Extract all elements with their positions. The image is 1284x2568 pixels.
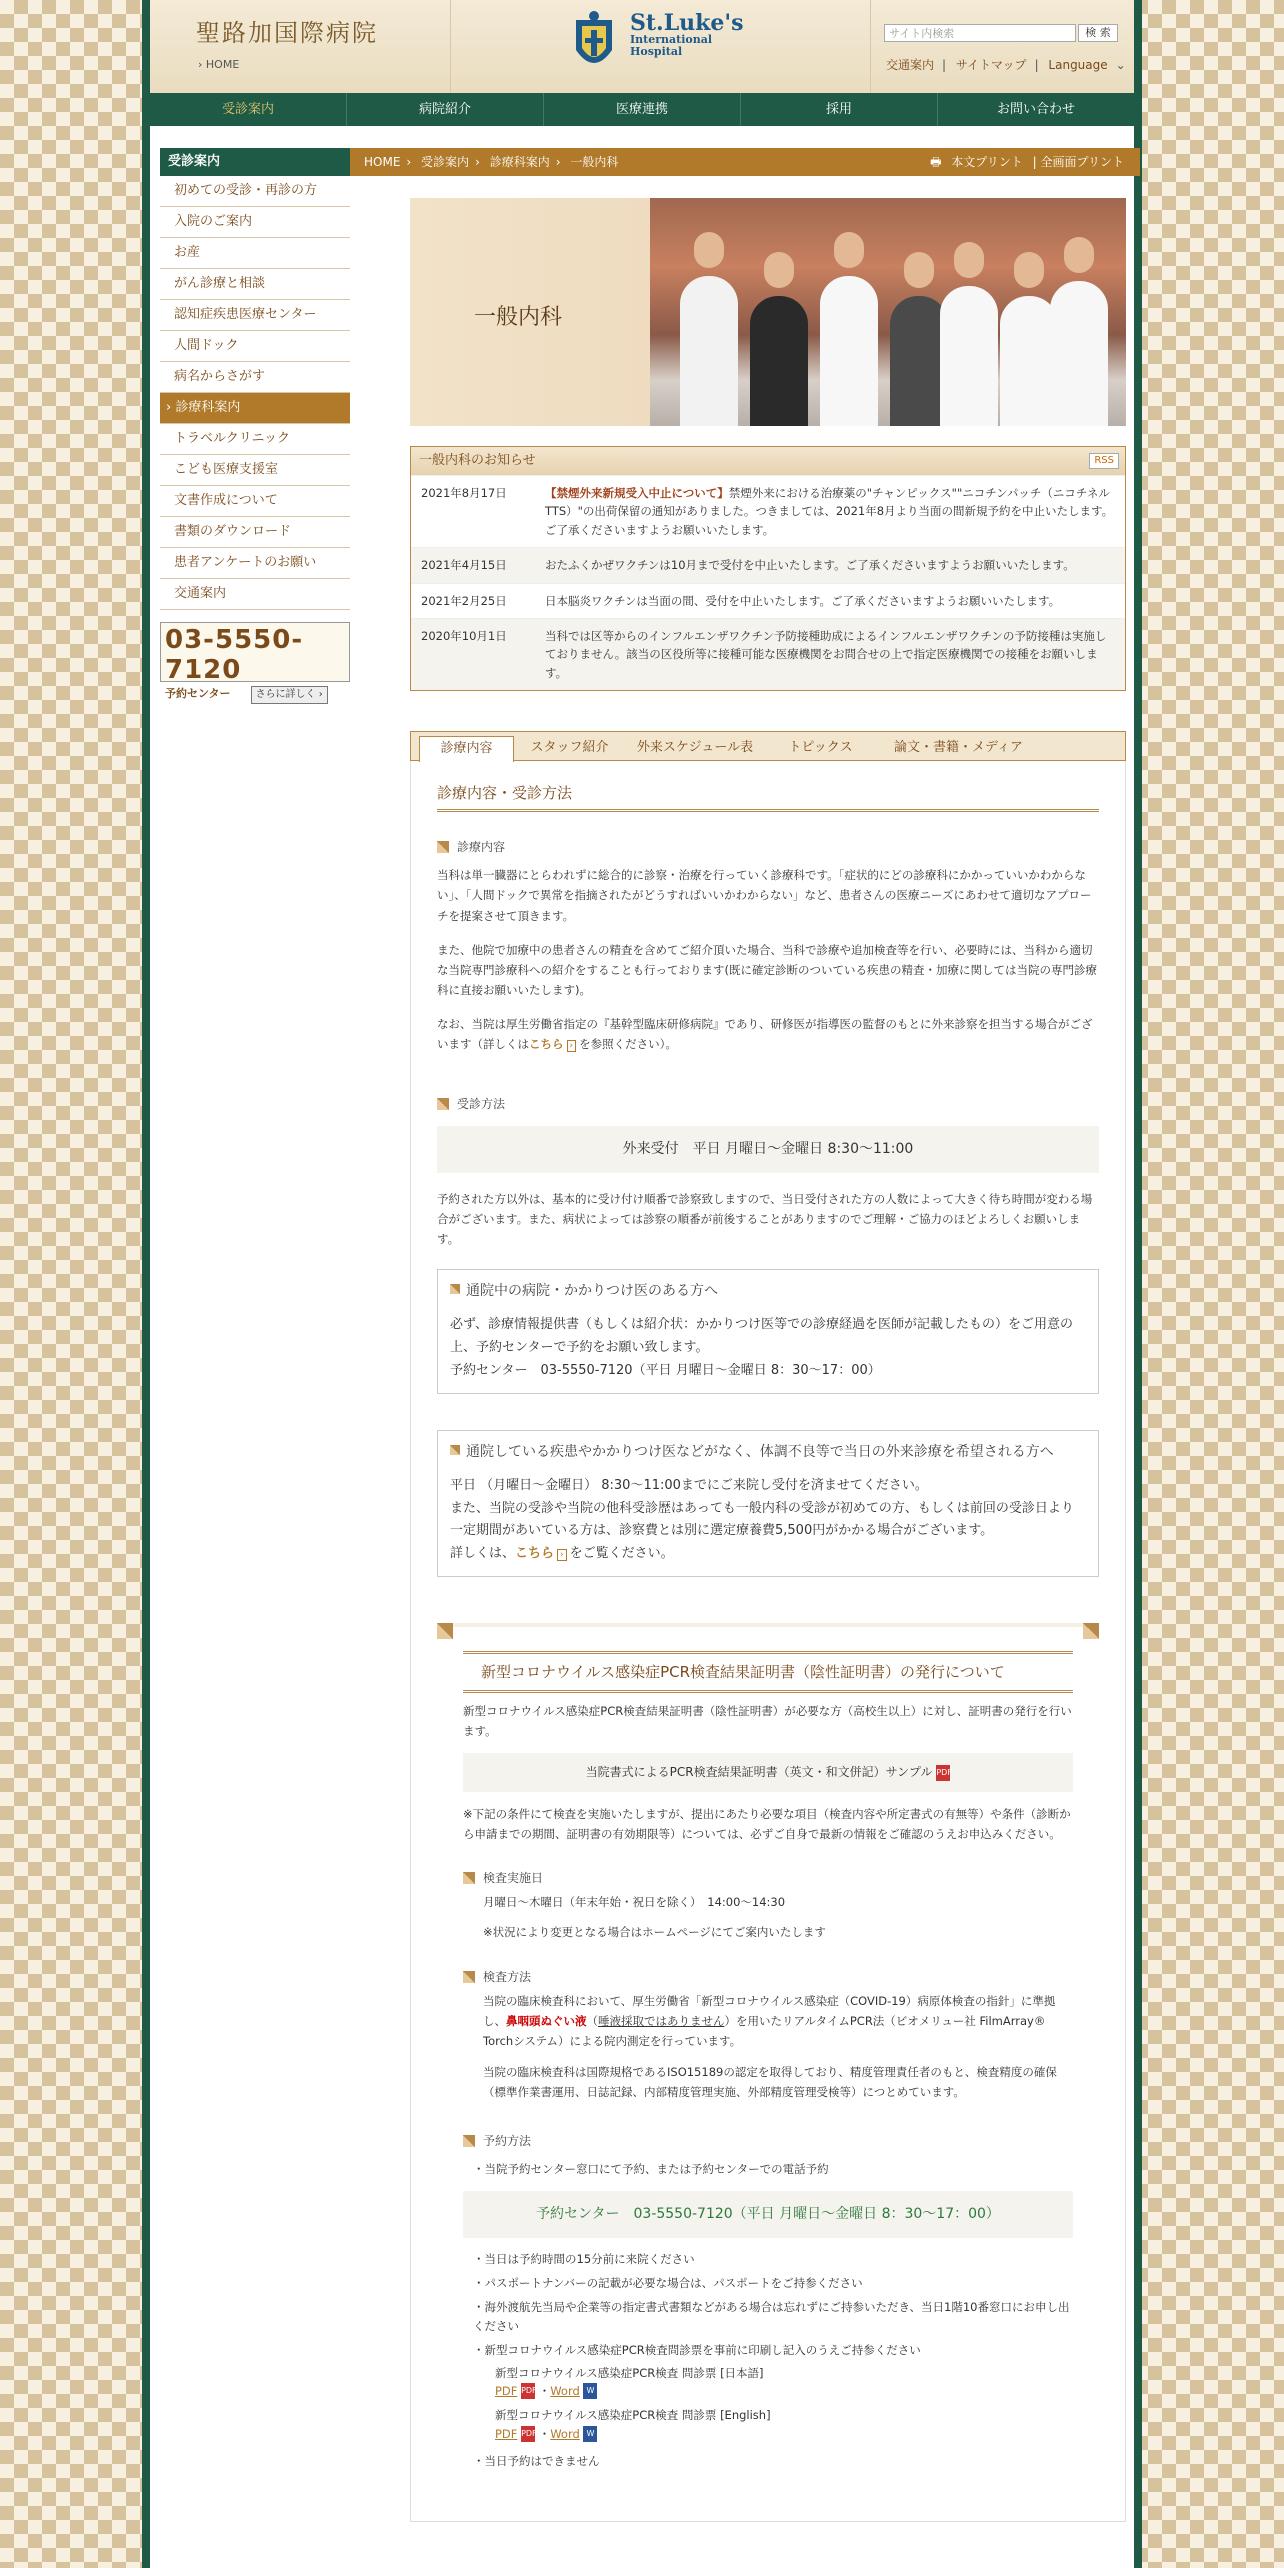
pdf-link[interactable]: PDF (495, 2426, 518, 2441)
sitemap-link[interactable]: サイトマップ (955, 58, 1027, 72)
gnav-cooperation[interactable]: 医療連携 (544, 93, 741, 126)
info-text: また、当院の受診や当院の他科受診歴はあっても一般内科の受診が初めての方、もしくは前回の受診日より一定期間があいている方は、診察費とは別に選定療養費5,500円がかかる場合がございます。 (450, 1500, 1074, 1539)
form-ja (495, 2364, 1073, 2401)
list-item: ・パスポートナンバーの記載が必要な場合は、パスポートをご持参ください (473, 2275, 863, 2290)
sidebar-item[interactable]: 書類のダウンロード (160, 517, 350, 548)
reservation-center-box: 予約センター 03-5550-7120（平日 月曜日〜金曜日 8：30〜17：00） (463, 2191, 1073, 2237)
tab-content (410, 761, 1126, 2522)
word-link[interactable]: Word (550, 2383, 580, 2398)
sidebar-item[interactable]: 交通案内 (160, 579, 350, 610)
paragraph: 新型コロナウイルス感染症PCR検査結果証明書（陰性証明書）が必要な方（高校生以上）に対し、証明書の発行を行います。 (463, 1703, 1072, 1739)
info-phone: 予約センター 03-5550-7120（平日 月曜日〜金曜日 8：30〜17：00） (450, 1362, 881, 1378)
pdf-icon: PDF (521, 2426, 535, 2442)
paragraph (463, 1991, 1073, 2051)
sidebar (160, 148, 350, 700)
tab-papers[interactable]: 論文・書籍・メディア (894, 740, 1023, 756)
news-body: 禁煙外来における治療薬の"チャンピックス""ニコチンパッチ（ニコチネルTTS）"の出荷保留の通知がありました。つきましては、2021年8月より当面の間新規予約を中止いたします。ご了承くださいますようお願いいたします。 (545, 486, 1114, 537)
paragraph: ※下記の条件にて検査を実施いたしますが、提出にあたり必要な項目（検査内容や所定書式の有無等）や条件（診断から申請までの期間、証明書の有効期限等）については、必ずご自身で最新の情報をご確認のうえお申込みください。 (463, 1807, 1071, 1842)
sidebar-item[interactable]: 患者アンケートのお願い (160, 548, 350, 579)
info-box-title: 通院中の病院・かかりつけ医のある方へ (450, 1280, 1086, 1302)
red-text: 鼻咽頭ぬぐい液 (506, 2014, 587, 2029)
info-text: 必ず、診療情報提供書（もしくは紹介状：かかりつけ医等での診療経過を医師が記載したもの）をご用意の上、予約センターで予約をお願い致します。 (450, 1317, 1073, 1356)
info-text: 平日 （月曜日〜金曜日） 8:30〜11:00までにご来院し受付を済ませてください。 (450, 1477, 928, 1493)
reservation-label (165, 685, 345, 704)
sidebar-item-active[interactable]: › 診療科案内 (160, 393, 350, 424)
paragraph: また、他院で加療中の患者さんの精査を含めてご紹介頂いた場合、当科で診療や追加検査等を行い、必要時には、当科から適切な当院専門診療科への紹介をすることも行っております(既に確定診断のついている疾患の精査・加療に関しては当院の専門診療科に直接お願いいたします)。 (437, 942, 1097, 997)
info-text-part: 詳しくは、 (450, 1546, 516, 1562)
print-all-link[interactable]: 全画面プリント (1040, 155, 1124, 169)
staff-figure (820, 276, 878, 426)
paragraph: 当院の臨床検査科は国際規格であるISO15189の認定を取得しており、精度管理責任者のもと、検査精度の確保（標準作業書運用、日誌記録、内部精度管理実施、外部精度管理受検等）につとめています。 (483, 2064, 1057, 2099)
word-link[interactable]: Word (550, 2426, 580, 2441)
info-text (450, 1543, 1086, 1566)
tab-staff[interactable]: スタッフ紹介 (530, 740, 609, 756)
news-row (411, 475, 1125, 547)
paragraph: 月曜日～木曜日（年末年始・祝日を除く） 14:00～14:30 (483, 1894, 786, 1909)
news-date: 2020年10月1日 (421, 628, 507, 643)
gnav-contact[interactable]: お問い合わせ (996, 102, 1075, 117)
language-link[interactable]: Language (1048, 58, 1108, 72)
hospital-logo-text[interactable]: 聖路加国際病院 (196, 19, 378, 47)
info-box-title: 通院している疾患やかかりつけ医などがなく、体調不良等で当日の外来診療を希望される方へ (450, 1441, 1086, 1463)
pcr-notes-list (463, 2250, 1073, 2360)
header-divider (870, 0, 871, 93)
rss-button[interactable]: RSS (1089, 453, 1119, 469)
here-link[interactable]: こちら (515, 1546, 555, 1562)
sidebar-item[interactable]: こども医療支援室 (160, 455, 350, 486)
pdf-link[interactable]: PDF (495, 2383, 518, 2398)
brand-line3: Hospital (630, 45, 683, 58)
paragraph: 当科は単一臓器にとらわれずに総合的に診察・治療を行っていく診療科です。「症状的にどの診療科にかかっていいかわからない」、「人間ドックで異常を指摘されたがどうすればいいかわからない」など、患者さんの医療ニーズにあわせて適切なアプローチを提案させて頂きます。 (437, 868, 1092, 923)
paragraph-text: （ (586, 2014, 598, 2029)
info-box-referral (437, 1269, 1099, 1394)
sample-label: 当院書式によるPCR検査結果証明書（英文・和文併記）サンプル (585, 1765, 933, 1780)
underlined-text: 唾液採取ではありません (598, 2014, 725, 2029)
paragraph: ※状況により変更となる場合はホームページにてご案内いたします (483, 1924, 826, 1939)
reception-hours: 外来受付 平日 月曜日〜金曜日 8:30〜11:00 (437, 1126, 1099, 1172)
main-content (410, 198, 1126, 2522)
brand-name: St.Luke's (630, 10, 744, 36)
tab-schedule[interactable]: 外来スケジュール表 (636, 740, 754, 756)
site-header (150, 0, 1134, 93)
paragraph: ・当院予約センター窓口にて予約、または予約センターでの電話予約 (473, 2162, 829, 2177)
tab-overview[interactable]: 診療内容 (419, 736, 514, 762)
list-item: ・新型コロナウイルス感染症PCR検査問診票を事前に印刷し記入のうえご持参ください (473, 2343, 921, 2358)
gnav-about[interactable]: 病院紹介 (347, 93, 544, 126)
page-title: 一般内科 (474, 305, 563, 330)
print-body-link[interactable]: 本文プリント (951, 155, 1023, 169)
header-links: 交通案内 | サイトマップ | Language ⌄ (886, 58, 1126, 72)
crumb-home[interactable]: HOME (364, 155, 401, 169)
list-item: ・海外渡航先当局や企業等の指定書式書類などがある場合は忘れずにご持参いただき、当日1階10番窓口にお申し出ください (473, 2300, 1070, 2333)
sidebar-item-label: 診療科案内 (175, 400, 241, 415)
home-link[interactable]: › HOME (198, 58, 240, 71)
sidebar-item[interactable]: 認知症疾患医療センター (160, 300, 350, 331)
sidebar-title: 受診案内 (160, 148, 350, 176)
news-row (411, 618, 1125, 690)
content-tabs (410, 731, 1126, 761)
reservation-phone: 03-5550-7120 (165, 625, 304, 685)
sidebar-item[interactable]: 人間ドック (160, 331, 350, 362)
search-input[interactable]: サイト内検索 (884, 24, 1076, 42)
here-link[interactable]: こちら (529, 1037, 564, 1052)
news-row (411, 583, 1125, 618)
word-icon: W (583, 2383, 597, 2399)
news-panel (410, 446, 1126, 691)
breadcrumb: HOME › 受診案内 › 診療科案内 › 一般内科 🖶 本文プリント | 全画面プリント (350, 148, 1140, 176)
hero-banner (410, 198, 1126, 426)
print-links: 🖶 本文プリント | 全画面プリント (930, 155, 1124, 169)
pcr-section (437, 1623, 1099, 2491)
access-link[interactable]: 交通案内 (886, 58, 935, 72)
sub-heading: 検査実施日 (463, 1869, 1073, 1888)
sidebar-item[interactable]: 初めての受診・再診の方 (160, 176, 350, 207)
news-date: 2021年4月15日 (421, 558, 507, 573)
section-title: 診療内容・受診方法 (437, 781, 1099, 812)
sidebar-item[interactable]: 文書作成について (160, 486, 350, 517)
home-link-label: HOME (205, 58, 240, 71)
news-title-text: 一般内科のお知らせ (419, 453, 536, 468)
staff-figure (1050, 281, 1108, 426)
sub-heading: 診療内容 (437, 838, 1099, 857)
form-title: 新型コロナウイルス感染症PCR検査 問診票 [日本語] (495, 2365, 764, 2380)
brand-logo[interactable] (630, 12, 744, 58)
more-label: さらに詳しく (255, 689, 316, 700)
crumb-current: 一般内科 (570, 155, 619, 169)
pcr-sample-link[interactable] (463, 1753, 1073, 1792)
crumb-consultation[interactable]: 受診案内 (421, 155, 470, 169)
info-text-part: をご覧ください。 (569, 1546, 674, 1562)
sub-heading: 検査方法 (463, 1968, 1073, 1987)
pcr-title: 新型コロナウイルス感染症PCR検査結果証明書（陰性証明書）の発行について (463, 1651, 1073, 1693)
hospital-emblem-icon (572, 10, 616, 80)
pdf-icon: PDF (521, 2383, 535, 2399)
info-box-body (450, 1475, 1086, 1566)
paragraph-text: なお、当院は厚生労働省指定の『基幹型臨床研修病院』であり、研修医が指導医の監督のもとに外来診察を担当する場合がございます（詳しくは (437, 1017, 1093, 1052)
pdf-icon: PDF (936, 1765, 950, 1781)
sidebar-item[interactable]: がん診療と相談 (160, 269, 350, 300)
news-date: 2021年8月17日 (421, 486, 507, 500)
global-nav (150, 93, 1134, 126)
crumb-departments[interactable]: 診療科案内 (489, 155, 550, 169)
header-divider (450, 0, 451, 93)
paragraph-text: を参照ください）。 (579, 1037, 677, 1052)
sidebar-item[interactable]: 入院のご案内 (160, 207, 350, 238)
staff-figure (750, 296, 808, 426)
arrow-icon: › (557, 1549, 567, 1561)
form-en (495, 2406, 1073, 2443)
sidebar-item[interactable]: お産 (160, 238, 350, 269)
news-text: おたふくかぜワクチンは10月まで受付を中止いたします。ご了承くださいますようお願いいたします。 (545, 558, 1075, 573)
search-button[interactable]: 検 索 (1078, 24, 1118, 42)
news-highlight: 【禁煙外来新規受入中止について】 (545, 486, 729, 500)
list-item: ・当日は予約時間の15分前に来院ください (473, 2251, 695, 2266)
brand-line2: International (630, 33, 713, 46)
paragraph-text: ）を用いたリアルタイムPCR法（ビオメリュー社 FilmArray® Torchシステム）による院内測定を行っています。 (483, 2014, 1046, 2049)
more-details-button[interactable]: さらに詳しく › (251, 686, 328, 704)
staff-figure (680, 276, 738, 426)
sidebar-item[interactable]: トラベルクリニック (160, 424, 350, 455)
staff-figure (940, 286, 998, 426)
chevron-down-icon: ⌄ (1115, 58, 1126, 72)
printer-icon: 🖶 (930, 155, 942, 169)
word-icon: W (583, 2426, 597, 2442)
reservation-phone-box[interactable] (160, 622, 350, 700)
form-links: PDF PDF ・Word W (495, 2425, 1073, 2443)
form-title: 新型コロナウイルス感染症PCR検査 問診票 [English] (495, 2408, 771, 2423)
sub-heading: 受診方法 (437, 1095, 1099, 1114)
tab-topics[interactable]: トピックス (788, 740, 853, 756)
phone-label: 予約センター (165, 687, 231, 700)
gnav-consultation[interactable]: 受診案内 (150, 93, 347, 126)
info-box-walkin (437, 1430, 1099, 1577)
paragraph-text: 当院の臨床検査科において、厚生労働省「新型コロナウイルス感染症（COVID-19）病原体検査の指針」に準拠し、 (483, 1994, 1056, 2029)
staff-photo (650, 198, 1126, 426)
news-text: 当科では区等からのインフルエンザワクチン予防接種助成によるインフルエンザワクチンの予防接種は実施しておりません。該当の区役所等に接種可能な医療機関をお問合せの上で指定医療機関での接種をお願いします。 (545, 628, 1107, 680)
news-title (411, 447, 1125, 475)
arrow-icon: › (567, 1040, 577, 1052)
sidebar-item[interactable]: 病名からさがす (160, 362, 350, 393)
page-container (142, 0, 1142, 2568)
news-text: 日本脳炎ワクチンは当面の間、受付を中止いたします。ご了承くださいますようお願いいたします。 (545, 593, 1061, 608)
news-row (411, 547, 1125, 582)
form-links: PDF PDF ・Word W (495, 2382, 1073, 2400)
paragraph: 予約された方以外は、基本的に受け付け順番で診察致しますので、当日受付された方の人数によって大きく待ち時間が変わる場合がございます。また、病状によっては診察の順番が前後することがありますのでご理解・ご協力のほどよろしくお願いします。 (437, 1191, 1093, 1246)
news-text (545, 484, 1115, 539)
news-date: 2021年2月25日 (421, 593, 507, 608)
sub-heading: 予約方法 (463, 2132, 1073, 2151)
info-box-body (450, 1314, 1086, 1382)
paragraph (437, 1014, 1099, 1055)
gnav-recruit[interactable]: 採用 (741, 93, 938, 126)
paragraph: ・当日予約はできません (473, 2454, 600, 2469)
